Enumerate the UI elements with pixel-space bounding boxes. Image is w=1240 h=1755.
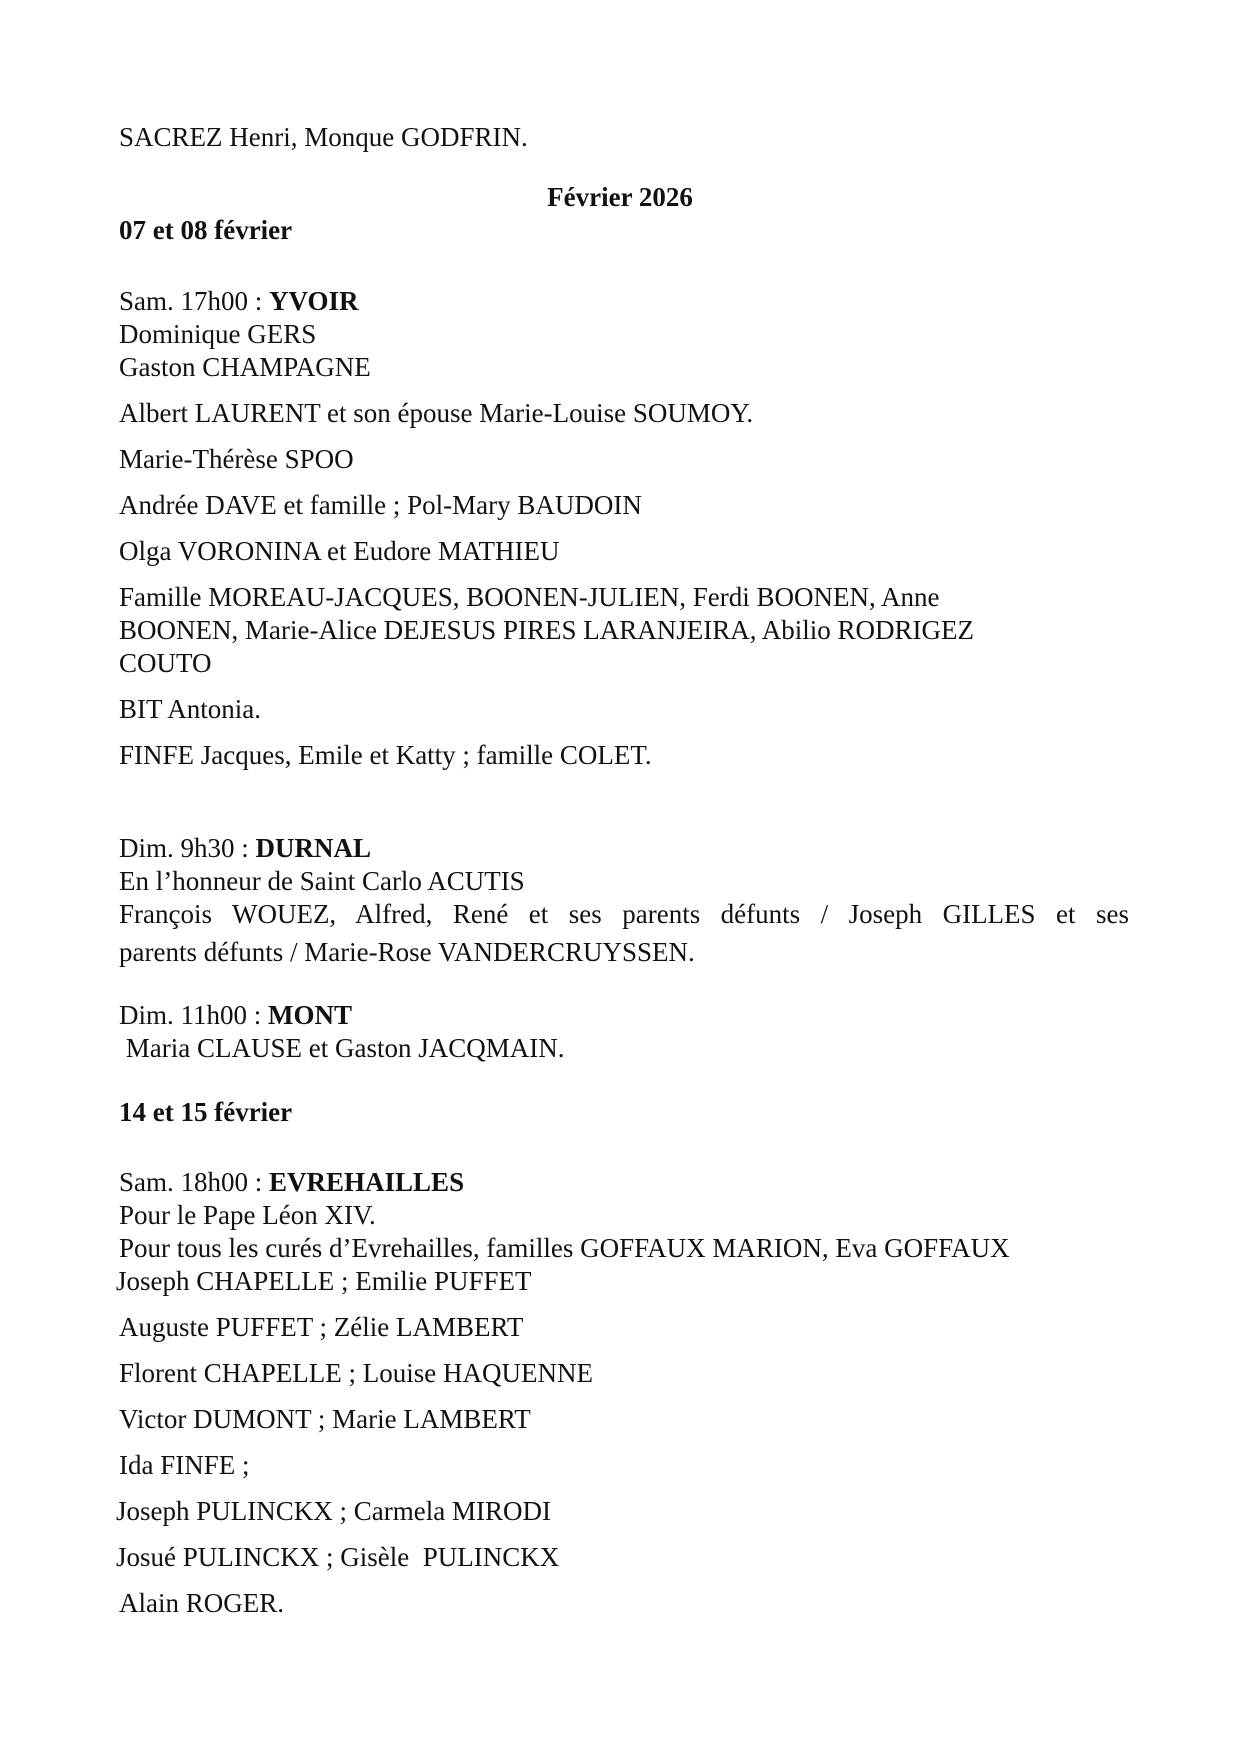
intention-line: Pour tous les curés d’Evrehailles, familles GOFFAUX MARION, Eva GOFFAUX	[119, 1233, 1010, 1263]
mass-place: MONT	[268, 1000, 353, 1030]
month-title: Février 2026	[547, 182, 693, 212]
mass-header-evrehailles	[119, 1166, 1129, 1199]
weekend-heading: 14 et 15 février	[119, 1097, 293, 1127]
intention-line: François WOUEZ, Alfred, René et ses parents défunts / Joseph GILLES et ses	[119, 899, 1129, 929]
intention-line: Victor DUMONT ; Marie LAMBERT	[119, 1404, 531, 1434]
mass-place: DURNAL	[255, 833, 372, 863]
mass-place: YVOIR	[269, 286, 359, 316]
mass-time: Sam. 18h00 :	[119, 1167, 270, 1197]
mass-header-durnal	[119, 832, 1129, 865]
intention-line: Josué PULINCKX ; Gisèle PULINCKX	[116, 1542, 560, 1572]
intention-line: parents défunts / Marie-Rose VANDERCRUYSSEN.	[119, 937, 695, 967]
intention-line: BOONEN, Marie-Alice DEJESUS PIRES LARANJEIRA, Abilio RODRIGEZ	[119, 615, 974, 645]
intention-line: Auguste PUFFET ; Zélie LAMBERT	[119, 1312, 524, 1342]
weekend-heading: 07 et 08 février	[119, 215, 293, 245]
intention-line: Joseph PULINCKX ; Carmela MIRODI	[116, 1496, 551, 1526]
intention-line: Maria CLAUSE et Gaston JACQMAIN.	[119, 1033, 565, 1063]
intention-line: Pour le Pape Léon XIV.	[119, 1200, 376, 1230]
intention-line: FINFE Jacques, Emile et Katty ; famille COLET.	[119, 740, 652, 770]
intention-line: Famille MOREAU-JACQUES, BOONEN-JULIEN, Ferdi BOONEN, Anne	[119, 582, 940, 612]
intention-line: Alain ROGER.	[119, 1588, 284, 1618]
intention-line: Gaston CHAMPAGNE	[119, 352, 371, 382]
intention-line: Ida FINFE ;	[119, 1450, 250, 1480]
intention-line: Albert LAURENT et son épouse Marie-Louise SOUMOY.	[119, 398, 754, 428]
intention-line: Dominique GERS	[119, 319, 317, 349]
intention-line: Florent CHAPELLE ; Louise HAQUENNE	[119, 1358, 593, 1388]
intro-line: SACREZ Henri, Monque GODFRIN.	[119, 122, 528, 152]
mass-header-yvoir	[119, 285, 1129, 318]
mass-time: Sam. 17h00 :	[119, 286, 270, 316]
intention-line: Joseph CHAPELLE ; Emilie PUFFET	[116, 1266, 532, 1296]
mass-place: EVREHAILLES	[269, 1167, 465, 1197]
intention-line: Olga VORONINA et Eudore MATHIEU	[119, 536, 560, 566]
intention-line: COUTO	[119, 648, 212, 678]
intention-line: Marie-Thérèse SPOO	[119, 444, 354, 474]
mass-time: Dim. 9h30 :	[119, 833, 256, 863]
intention-line: Andrée DAVE et famille ; Pol-Mary BAUDOIN	[119, 490, 642, 520]
mass-header-mont	[119, 999, 1129, 1032]
mass-time: Dim. 11h00 :	[119, 1000, 269, 1030]
intention-line: BIT Antonia.	[119, 694, 262, 724]
intention-line: En l’honneur de Saint Carlo ACUTIS	[119, 866, 525, 896]
